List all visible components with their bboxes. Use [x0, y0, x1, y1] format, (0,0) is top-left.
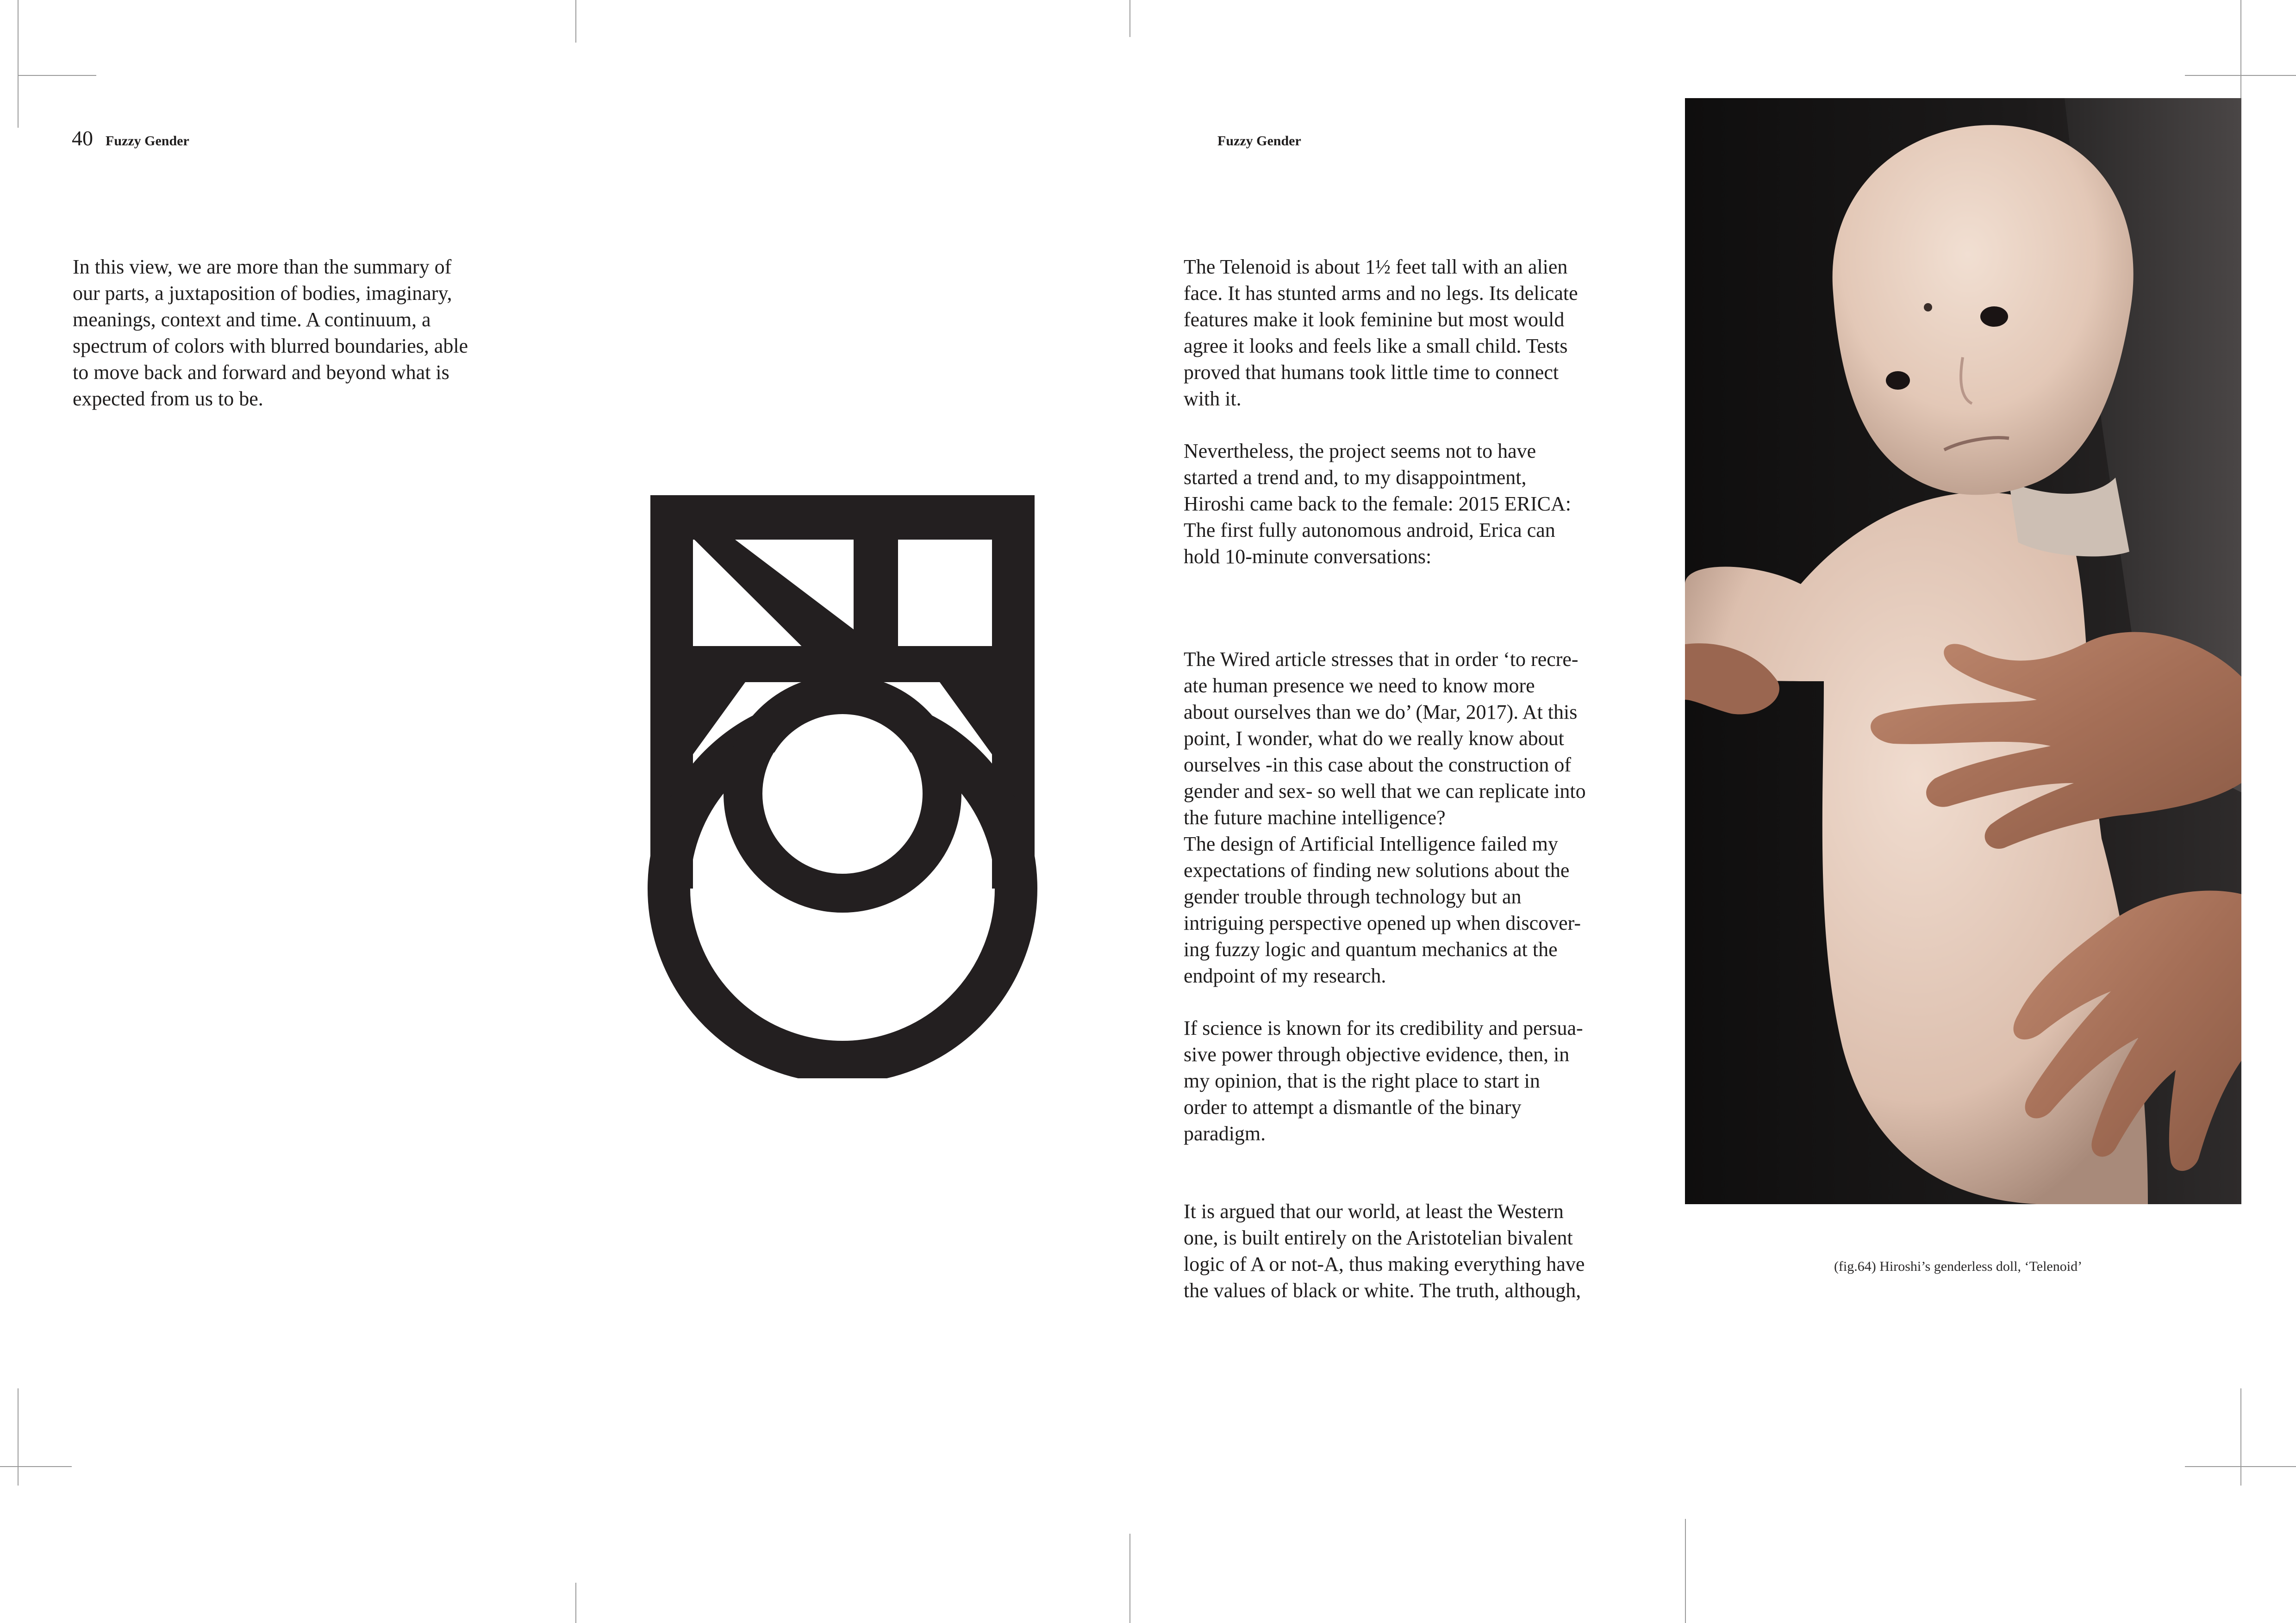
crop-mark: [2240, 1388, 2241, 1486]
page-number: 40: [72, 126, 93, 150]
paragraph: Nevertheless, the project seems not to have started a trend and, to my disappointment, Hiroshi came back to the female: 2015 ERICA: The first fully autonomous android, Erica can hold 10-minute conversations:: [1184, 440, 1571, 568]
geometric-monogram-icon: [643, 495, 1042, 1078]
crop-mark: [1129, 1534, 1130, 1623]
figure-caption: (fig.64) Hiroshi’s genderless doll, ‘Telenoid’: [1834, 1259, 2083, 1274]
paragraph: It is argued that our world, at least the Western one, is built entirely on the Aristotelian bivalent logic of A or not-A, thus making everything have the values of black or white. The truth, although,: [1184, 1200, 1585, 1302]
paragraph: If science is known for its credibility and persua- sive power through objective evidence, then, in my opinion, that is the right place to start in order to attempt a dismantle of the binary paradigm.: [1184, 1017, 1583, 1145]
crop-mark: [18, 75, 96, 76]
crop-mark: [18, 0, 19, 128]
crop-mark: [575, 0, 576, 43]
paragraph: The Wired article stresses that in order ‘to recre- ate human presence we need to know more about ourselves than we do’ (Mar, 2017). At this point, I wonder, what do we really know about ourselves -in this case about the construction of gender and sex- so well that we can replicate into the future machine intelligence? The design of Artificial Intelligence failed my expectations of finding new solutions about the gender trouble through technology but an intriguing perspective opened up when discover- ing fuzzy logic and quantum mechanics at the endpoint of my research.: [1184, 648, 1586, 987]
paragraph: In this view, we are more than the summary of our parts, a juxtaposition of bodies, imaginary, meanings, context and time. A continuum, a spectrum of colors with blurred boundaries, able to move back and forward and beyond what is expected from us to be.: [73, 255, 468, 410]
right-body-paragraph-5: [1184, 1198, 1651, 1304]
left-body-text: [73, 254, 540, 412]
right-body-paragraph-4: [1184, 1015, 1651, 1147]
crop-mark: [18, 1388, 19, 1486]
telenoid-doll-photo: [1685, 98, 2241, 1204]
crop-mark: [575, 1583, 576, 1623]
crop-mark: [0, 1466, 72, 1467]
crop-mark: [2185, 1466, 2296, 1467]
running-head: Fuzzy Gender: [106, 133, 189, 149]
paragraph: The Telenoid is about 1½ feet tall with an alien face. It has stunted arms and no legs. Its delicate features make it look feminine but most would agree it looks and feels like a small child. Tests proved that humans took little time to connect with it.: [1184, 255, 1578, 410]
right-body-paragraph-3: [1184, 646, 1651, 989]
running-head: Fuzzy Gender: [1217, 133, 1301, 149]
right-body-paragraph-2: [1184, 438, 1651, 570]
crop-mark: [2185, 75, 2296, 76]
crop-mark: [1685, 1519, 1686, 1623]
right-body-paragraph-1: [1184, 254, 1651, 412]
crop-mark: [1129, 0, 1130, 37]
